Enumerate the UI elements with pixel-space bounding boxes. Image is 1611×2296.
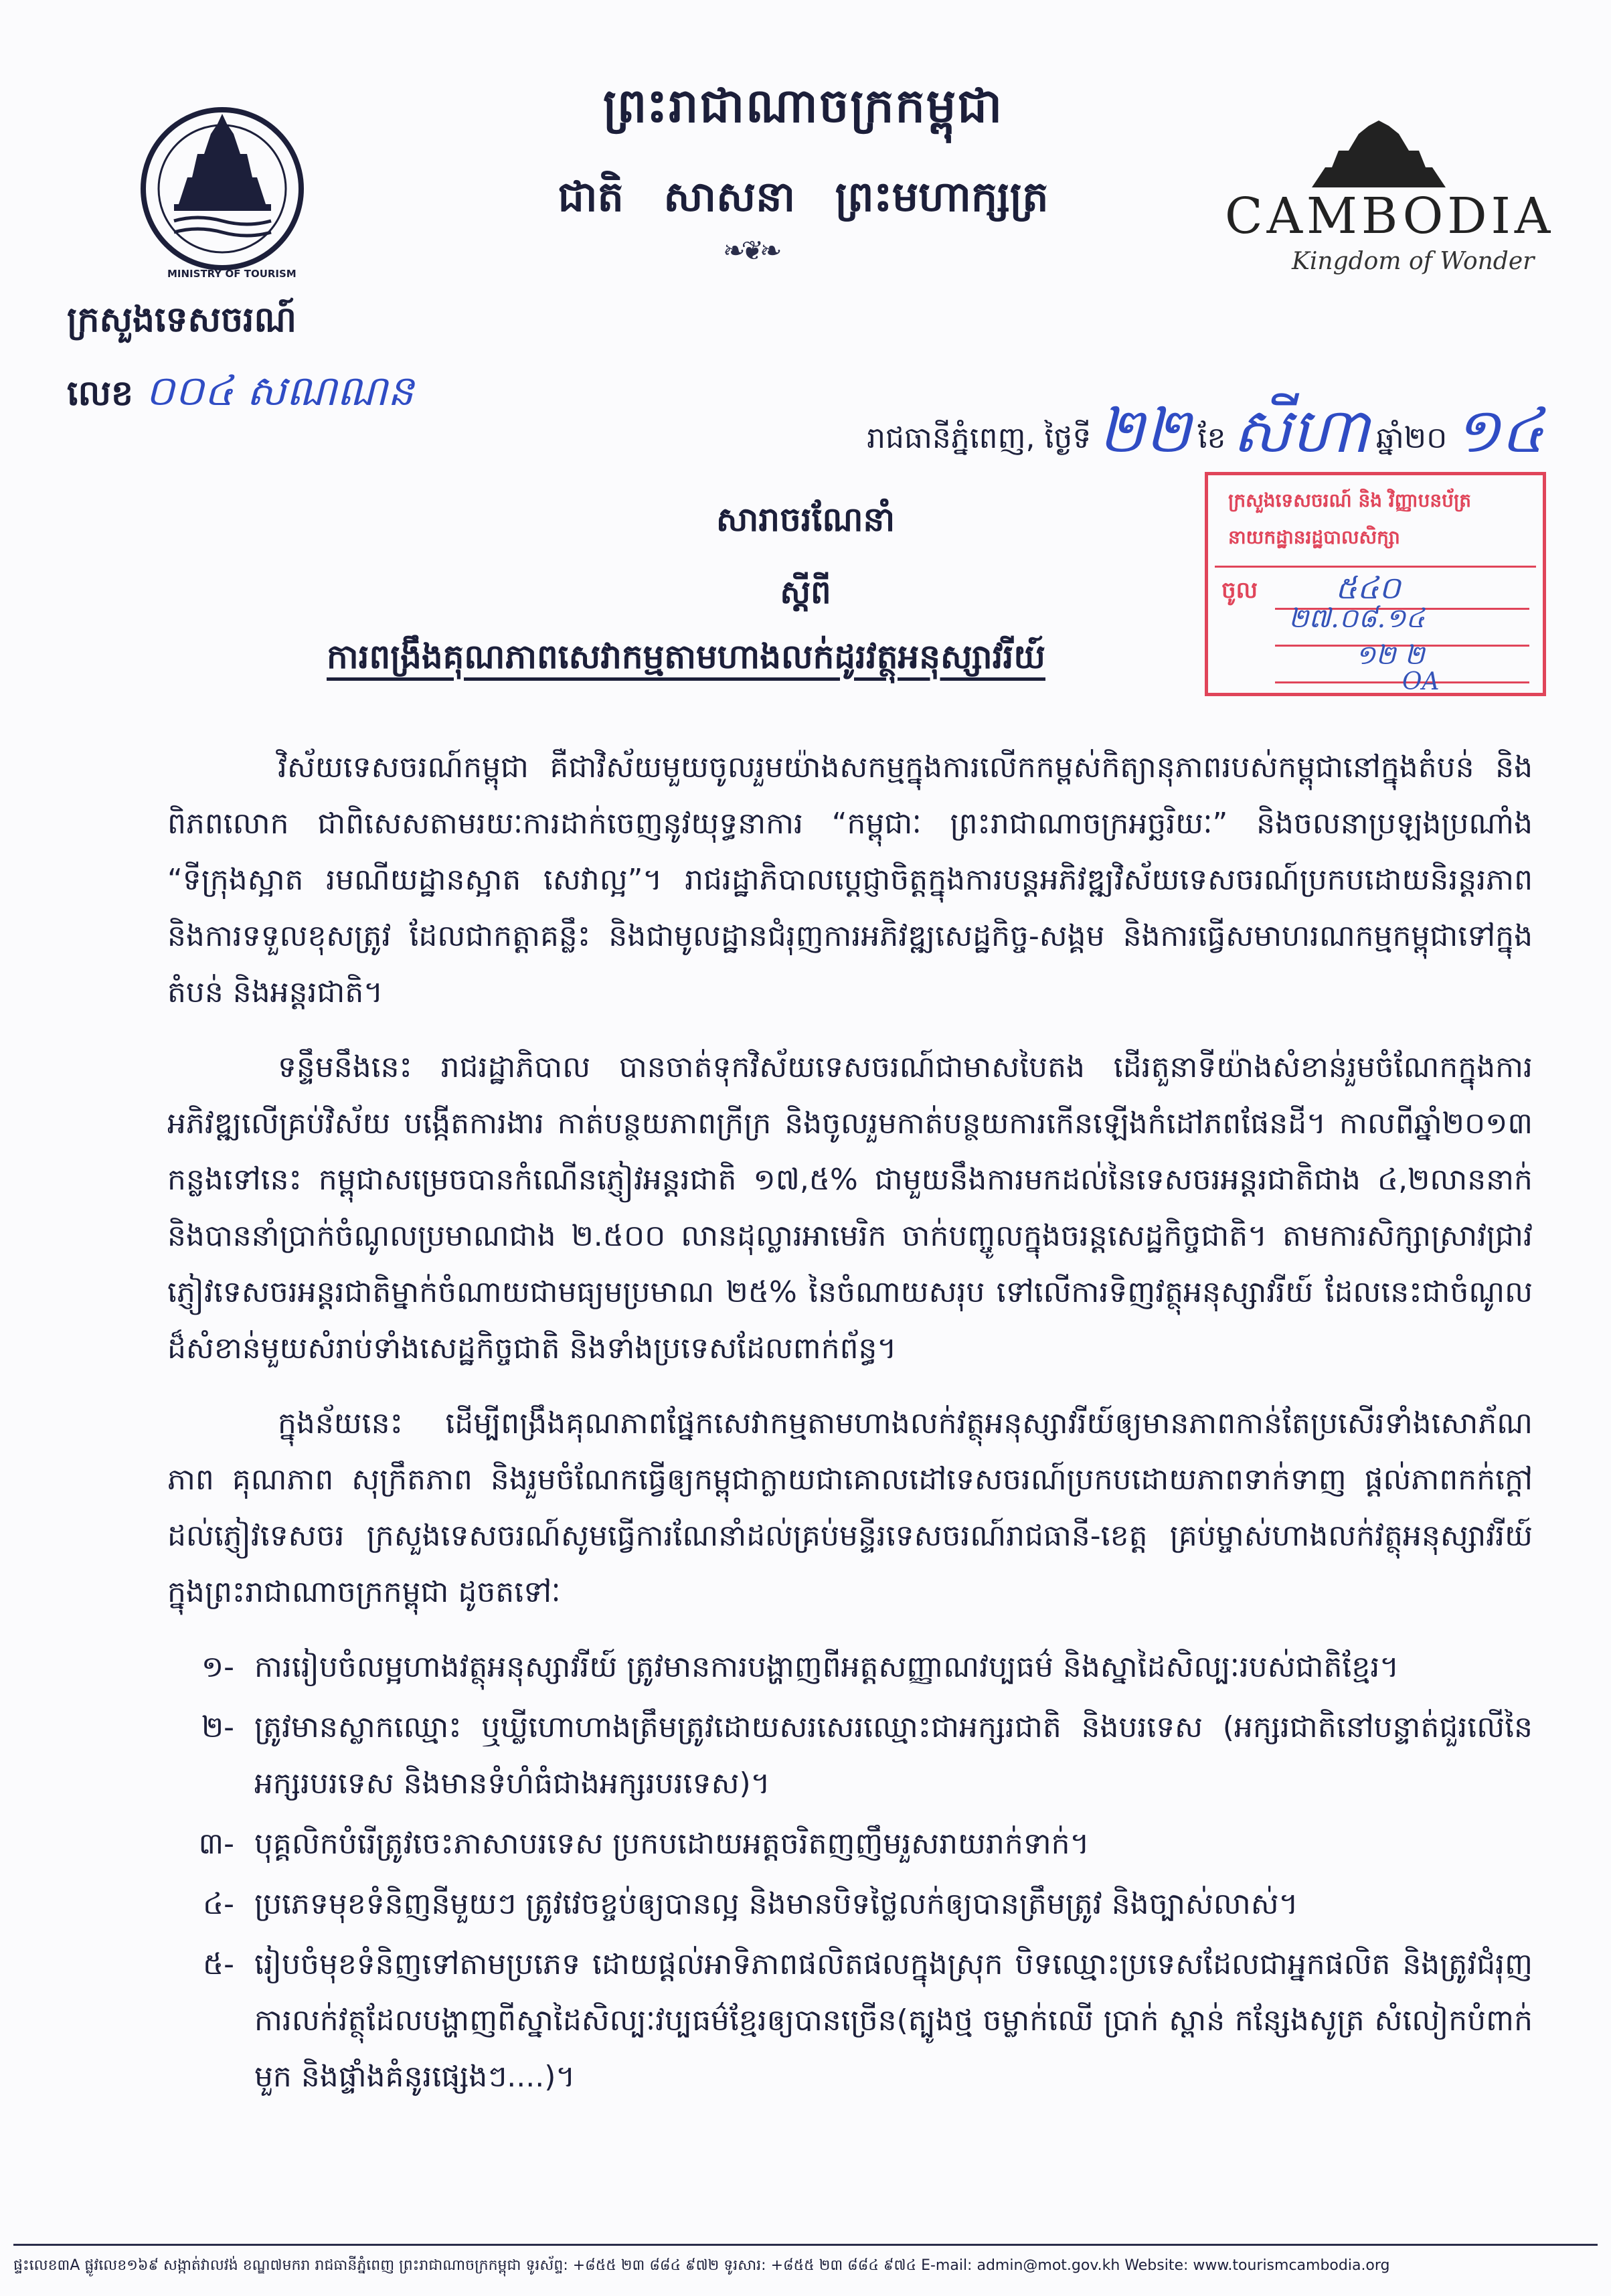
date-year-label: ឆ្នាំ២០ xyxy=(1375,421,1448,455)
national-motto: ជាតិ សាសនា ព្រះមហាក្សត្រ xyxy=(558,172,1049,221)
stamp-time: ១២ ២ xyxy=(1355,640,1425,671)
kingdom-heading: ព្រះរាជាណាចក្រកម្ពុជា xyxy=(602,78,1004,133)
list-item: ២- ត្រូវមានស្លាកឈ្មោះ ឬឃ្លីហោហាងត្រឹមត្រូវដោយសរសេរឈ្មោះជាអក្សរជាតិ និងបរទេស (អក្សរជាតិនៅបន្ទាត់ជួរលើនៃអក្សរបរទេស និងមានទំហំធំជាងអក្សរបរទេស)។ xyxy=(201,1710,1533,1801)
reference-value: ០០៤ សណណន xyxy=(145,366,414,415)
instruction-list xyxy=(167,1639,1533,2105)
stamp-label: ចូល xyxy=(1221,577,1258,604)
stamp-signature: OA xyxy=(1402,668,1440,695)
document-type-title: សារាចរណែនាំ xyxy=(715,500,896,539)
stamp-number: ៥៤០ xyxy=(1335,570,1401,606)
stamp-date: ២៧.០៨.១៤ xyxy=(1288,603,1425,634)
reference-number xyxy=(67,365,414,426)
brand-tagline: Kingdom of Wonder xyxy=(1292,248,1535,275)
footer-contact: ផ្ទះលេខ៣A ផ្លូវលេខ១៦៩ សង្កាត់វាលវង់ ខណ្ឌ៧មករា រាជធានីភ្នំពេញ ព្រះរាជាណាចក្រកម្ពុជា ទូរស័ព្ទ: +៨៥៥ ២៣ ៨៨៤ ៩៧២ ទូរសារ: +៨៥៥ ២៣ ៨៨៤ ៩៧៤ E-mail: admin@mot.gov.kh Website: www.tourismcambodia.org xyxy=(13,2257,1390,2274)
reference-label: លេខ xyxy=(67,374,134,414)
list-item: ៥- រៀបចំមុខទំនិញទៅតាមប្រភេទ ដោយផ្តល់អាទិភាពផលិតផលក្នុងស្រុក បិទឈ្មោះប្រទេសដែលជាអ្នកផលិត និងត្រូវជំរុញការលក់វត្ថុដែលបង្ហាញពីស្នាដៃសិល្បៈវប្បធម៌ខ្មែរឲ្យបានច្រើន(ត្បូងថ្ម ចម្លាក់ឈើ ប្រាក់ ស្ពាន់ កន្សែងសូត្រ សំលៀកបំពាក់ មួក និងផ្ទាំងគំនូរផ្សេងៗ....)។ xyxy=(202,1947,1533,2094)
list-item: ៤- ប្រភេទមុខទំនិញនីមួយៗ ត្រូវវេចខ្ចប់ឲ្យបានល្អ និងមានបិទថ្លៃលក់ឲ្យបានត្រឹមត្រូវ និងច្បាស់លាស់។ xyxy=(202,1887,1298,1921)
document-subject-title: ការពង្រឹងគុណភាពសេវាកម្មតាមហាងលក់ដូរវត្ថុអនុស្សាវរីយ៍ xyxy=(327,637,1045,676)
paragraph-2: ទន្ទឹមនឹងនេះ រាជរដ្ឋាភិបាល បានចាត់ទុកវិស័យទេសចរណ៍ជាមាសបៃតង ដើរតួនាទីយ៉ាងសំខាន់រួមចំណែកក្នុងការអភិវឌ្ឍលើគ្រប់វិស័យ បង្កើតការងារ កាត់បន្ថយភាពក្រីក្រ និងចូលរួមកាត់បន្ថយការកើនឡើងកំដៅភពផែនដី។ កាលពីឆ្នាំ២០១៣ កន្លងទៅនេះ កម្ពុជាសម្រេចបានកំណើនភ្ញៀវអន្តរជាតិ ១៧,៥% ជាមួយនឹងការមកដល់នៃទេសចរអន្តរជាតិជាង ៤,២លាននាក់ និងបាននាំប្រាក់ចំណូលប្រមាណជាង ២.៥០០ លានដុល្លារអាមេរិក ចាក់បញ្ចូលក្នុងចរន្តសេដ្ឋកិច្ចជាតិ។ តាមការសិក្សាស្រាវជ្រាវ ភ្ញៀវទេសចរអន្តរជាតិម្នាក់ចំណាយជាមធ្យមប្រមាណ ២៥% នៃចំណាយសរុប ទៅលើការទិញវត្ថុអនុស្សាវរីយ៍ ដែលនេះជាចំណូលដ៏សំខាន់មួយសំរាប់ទាំងសេដ្ឋកិច្ចជាតិ និងទាំងប្រទេសដែលពាក់ព័ន្ធ។ xyxy=(167,1050,1533,1366)
list-item: ១- ការរៀបចំលម្អហាងវត្ថុអនុស្សាវរីយ៍ ត្រូវមានការបង្ហាញពីអត្តសញ្ញាណវប្បធម៌ និងស្នាដៃសិល្បៈរបស់ជាតិខ្មែរ។ xyxy=(201,1650,1400,1684)
footer-divider xyxy=(13,2244,1598,2246)
list-item: ៣- បុគ្គលិកបំរើត្រូវចេះភាសាបរទេស ប្រកបដោយអត្តចរិតញញឹមរួសរាយរាក់ទាក់។ xyxy=(198,1827,1090,1861)
cambodia-temple-icon xyxy=(1312,120,1446,187)
paragraph-3: ក្នុងន័យនេះ ដើម្បីពង្រឹងគុណភាពផ្នែកសេវាកម្មតាមហាងលក់វត្ថុអនុស្សាវរីយ៍ឲ្យមានភាពកាន់តែប្រសើរទាំងសោភ័ណភាព គុណភាព សុក្រឹតភាព និងរួមចំណែកធ្វើឲ្យកម្ពុជាក្លាយជាគោលដៅទេសចរណ៍ប្រកបដោយភាពទាក់ទាញ ផ្តល់ភាពកក់ក្តៅដល់ភ្ញៀវទេសចរ ក្រសួងទេសចរណ៍សូមធ្វើការណែនាំដល់គ្រប់មន្ទីរទេសចរណ៍រាជធានី-ខេត្ត គ្រប់ម្ចាស់ហាងលក់វត្ថុអនុស្សាវរីយ៍ក្នុងព្រះរាជាណាចក្រកម្ពុជា ដូចតទៅៈ xyxy=(167,1406,1533,1609)
date-month: សីហា xyxy=(1232,395,1369,467)
paragraph-1: វិស័យទេសចរណ៍កម្ពុជា គឺជាវិស័យមួយចូលរួមយ៉ាងសកម្មក្នុងការលើកកម្ពស់កិត្យានុភាពរបស់កម្ពុជានៅក្នុងតំបន់ និងពិភពលោក ជាពិសេសតាមរយៈការដាក់ចេញនូវយុទ្ធនាការ “កម្ពុជាៈ ព្រះរាជាណាចក្រអច្ឆរិយៈ” និងចលនាប្រឡងប្រណាំង “ទីក្រុងស្អាត រមណីយដ្ឋានស្អាត សេវាល្អ”។ រាជរដ្ឋាភិបាលប្តេជ្ញាចិត្តក្នុងការបន្តអភិវឌ្ឍវិស័យទេសចរណ៍ប្រកបដោយនិរន្តរភាព និងការទទួលខុសត្រូវ ដែលជាកត្តាគន្លឹះ និងជាមូលដ្ឋានជំរុញការអភិវឌ្ឍសេដ្ឋកិច្ច-សង្គម និងការធ្វើសមាហរណកម្មកម្ពុជាទៅក្នុងតំបន់ និងអន្តរជាតិ។ xyxy=(167,750,1533,1009)
date-day: ២២ xyxy=(1098,395,1191,467)
seal-caption: MINISTRY OF TOURISM xyxy=(167,268,296,280)
date-year: ១៤ xyxy=(1454,395,1544,467)
date-line xyxy=(867,392,1551,482)
document-body xyxy=(167,740,1533,2109)
brand-word: CAMBODIA xyxy=(1225,187,1555,245)
date-month-label: ខែ xyxy=(1197,421,1226,455)
document-about-label: ស្តីពី xyxy=(780,574,831,611)
stamp-line-2: នាយកដ្ឋានរដ្ឋបាលសិក្សា xyxy=(1228,526,1400,548)
stamp-line-1: ក្រសួងទេសចរណ៍ និង វិញ្ញាបនប័ត្រ xyxy=(1228,489,1472,511)
ministry-seal-logo xyxy=(137,104,308,274)
ministry-name: ក្រសួងទេសចរណ៍ xyxy=(67,300,297,340)
date-prefix: រាជធានីភ្នំពេញ, ថ្ងៃទី xyxy=(867,421,1092,455)
ornament-divider: ❧❦❧ xyxy=(723,236,778,266)
